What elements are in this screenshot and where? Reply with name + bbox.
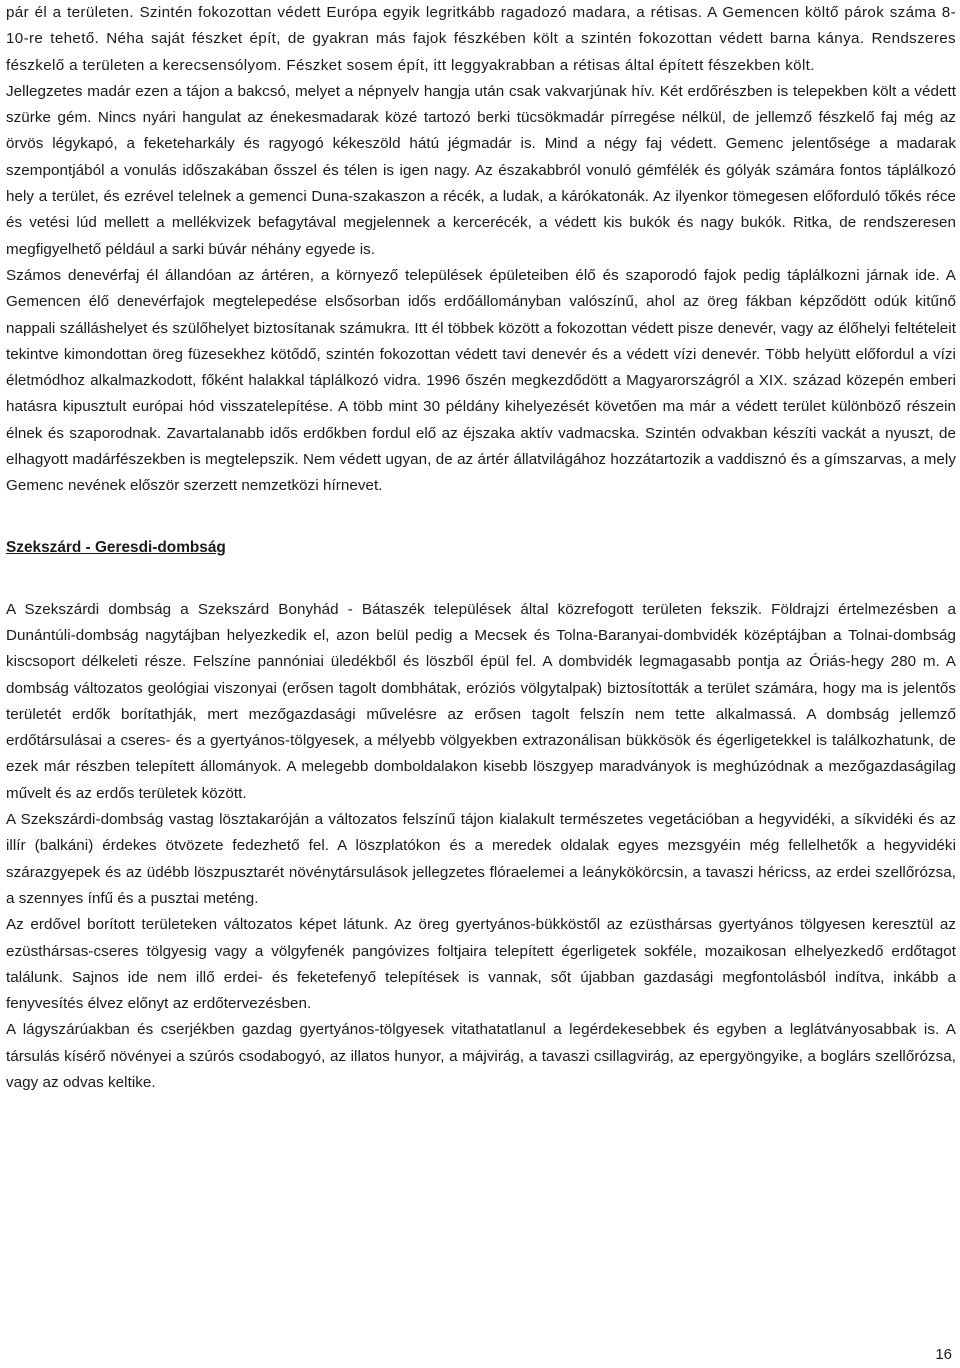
document-page: [6, 0, 956, 1096]
spacer: [6, 500, 956, 535]
body-paragraph: Az erdővel borított területeken változatos képet látunk. Az öreg gyertyános-bükköstől az ezüsthársas gyertyános tölgyesen keresztül az ezüsthársas-cseres tölgyesig vagy a völgyfenék pangóvizes foltjaira telepített égerligetek sokféle, mozaikosan elhelyezkedő erdőtagot találunk. Sajnos ide nem illő erdei- és feketefenyő telepítések is vannak, sőt újabban gazdasági megfontolásból indítva, inkább a fenyvesítés élvez előnyt az erdőtervezésben.: [6, 916, 956, 1013]
body-paragraph: pár él a területen. Szintén fokozottan védett Európa egyik legritkább ragadozó madara, a rétisas. A Gemencen költő párok száma 8-10-re tehető. Néha saját fészket épít, de gyakran más fajok fészkében költ a szintén fokozottan védett barna kánya. Rendszeres fészkelő a területen a kerecsensólyom. Fészket sosem épít, itt leggyakrabban a rétisas által épített fészekben költ.: [6, 4, 956, 74]
spacer: [6, 561, 956, 597]
body-paragraph: A lágyszárúakban és cserjékben gazdag gyertyános-tölgyesek vitathatatlanul a legérdekesebbek és egyben a leglátványosabbak is. A társulás kísérő növényei a szúrós csodabogyó, az illatos hunyor, a májvirág, a tavaszi csillagvirág, az epergyöngyike, a boglárs szellőrózsa, vagy az odvas keltike.: [6, 1021, 956, 1091]
body-paragraph: A Szekszárdi-dombság vastag lösztakaróján a változatos felszínű tájon kialakult természetes vegetációban a hegyvidéki, a síkvidéki és az illír (balkáni) érdekes ötvözete fedezhető fel. A löszplatókon és a meredek oldalak egyes mezsgyéin még fellelhetők a hegyvidéki szárazgyepek és az üdébb löszpusztarét növénytársulások jellegzetes flóraelemei a leánykökörcsin, a tavaszi héricss, az erdei szellőrózsa, a szennyes ínfű és a pusztai meténg.: [6, 811, 956, 907]
body-paragraph: Jellegzetes madár ezen a tájon a bakcsó, melyet a népnyelv hangja után csak vakvarjúnak hív. Két erdőrészben is telepekben költ a védett szürke gém. Nincs nyári hangulat az énekesmadarak közé tartozó berki tücsökmadár pírregése nélkül, de jellemző fészkelő faj még az örvös légykapó, a feketeharkály és ragyogó kékeszöld hátú jégmadár is. Mind a négy faj védett. Gemenc jelentősége a madarak szempontjából a vonulás időszakában ősszel és télen is igen nagy. Az északabbról vonuló gémfélék és gólyák számára fontos táplálkozó hely a terület, és ezrével telelnek a gemenci Duna-szakaszon a récék, a ludak, a kárókatonák. Az ilyenkor tömegesen előforduló tőkés réce és vetési lúd mellett a mellékvizek befagytával megjelennek a kercerécék, a védett kis bukók és nagy bukók. Ritka, de rendszeresen megfigyelhető például a sarki búvár néhány egyede is.: [6, 82, 956, 258]
page-number: 16: [935, 1346, 952, 1363]
body-paragraph: Számos denevérfaj él állandóan az ártéren, a környező települések épületeiben élő és szaporodó fajok pedig táplálkozni járnak ide. A Gemencen élő denevérfajok megtelepedése elsősorban idős erdőállományban valószínű, ahol az öreg fákban képződött odúk kitűnő nappali szálláshelyet és szülőhelyet biztosítanak számukra. Itt él többek között a fokozottan védett pisze denevér, vagy az élőhelyi feltételeit tekintve kimondottan öreg füzesekhez kötődő, szintén fokozottan védett tavi denevér és a védett vízi denevér. Több helyütt előfordul a vízi életmódhoz alkalmazkodott, főként halakkal táplálkozó vidra. 1996 őszén megkezdődött a Magyarországról a XIX. század közepén emberi hatásra kipusztult európai hód visszatelepítése. A több mint 30 példány kihelyezését követően ma már a védett terület különböző részein élnek és szaporodnak. Zavartalanabb idős erdőkben fordul elő az éjszaka aktív vadmacska. Szintén odvakban készíti vackát a nyuszt, de elhagyott madárfészekben is megtelepszik. Nem védett ugyan, de az ártér állatvilágához hozzátartozik a vaddisznó és a gímszarvas, a mely Gemenc nevének először szerzett nemzetközi hírnevet.: [6, 266, 956, 495]
body-paragraph: A Szekszárdi dombság a Szekszárd Bonyhád - Bátaszék települések által közrefogott területen fekszik. Földrajzi értelmezésben a Dunántúli-dombság nagytájban helyezkedik el, azon belül pedig a Mecsek és Tolna-Baranyai-dombvidék középtájban a Tolnai-dombság kiscsoport délkeleti része. Felszíne pannóniai üledékből és löszből épül fel. A dombvidék legmagasabb pontja az Óriás-hegy 280 m. A dombság változatos geológiai viszonyai (erősen tagolt dombhátak, eróziós völgytalpak) biztosították a terület számára, hogy ma is jelentős területét erdők borítathják, mert mezőgazdasági művelésre az erősen tagolt felszín nem tette alkalmassá. A dombság jellemző erdőtársulásai a cseres- és a gyertyános-tölgyesek, a mélyebb völgyekben extrazonálisan bükkösök és égerligetekkel is találkozhatunk, de ezek már részben telepített állományok. A melegebb domboldalakon kisebb löszgyep maradványok is meghúzódnak a mezőgazdaságilag művelt és az erdős területek között.: [6, 600, 956, 802]
section-title: Szekszárd - Geresdi-dombság: [6, 538, 226, 556]
